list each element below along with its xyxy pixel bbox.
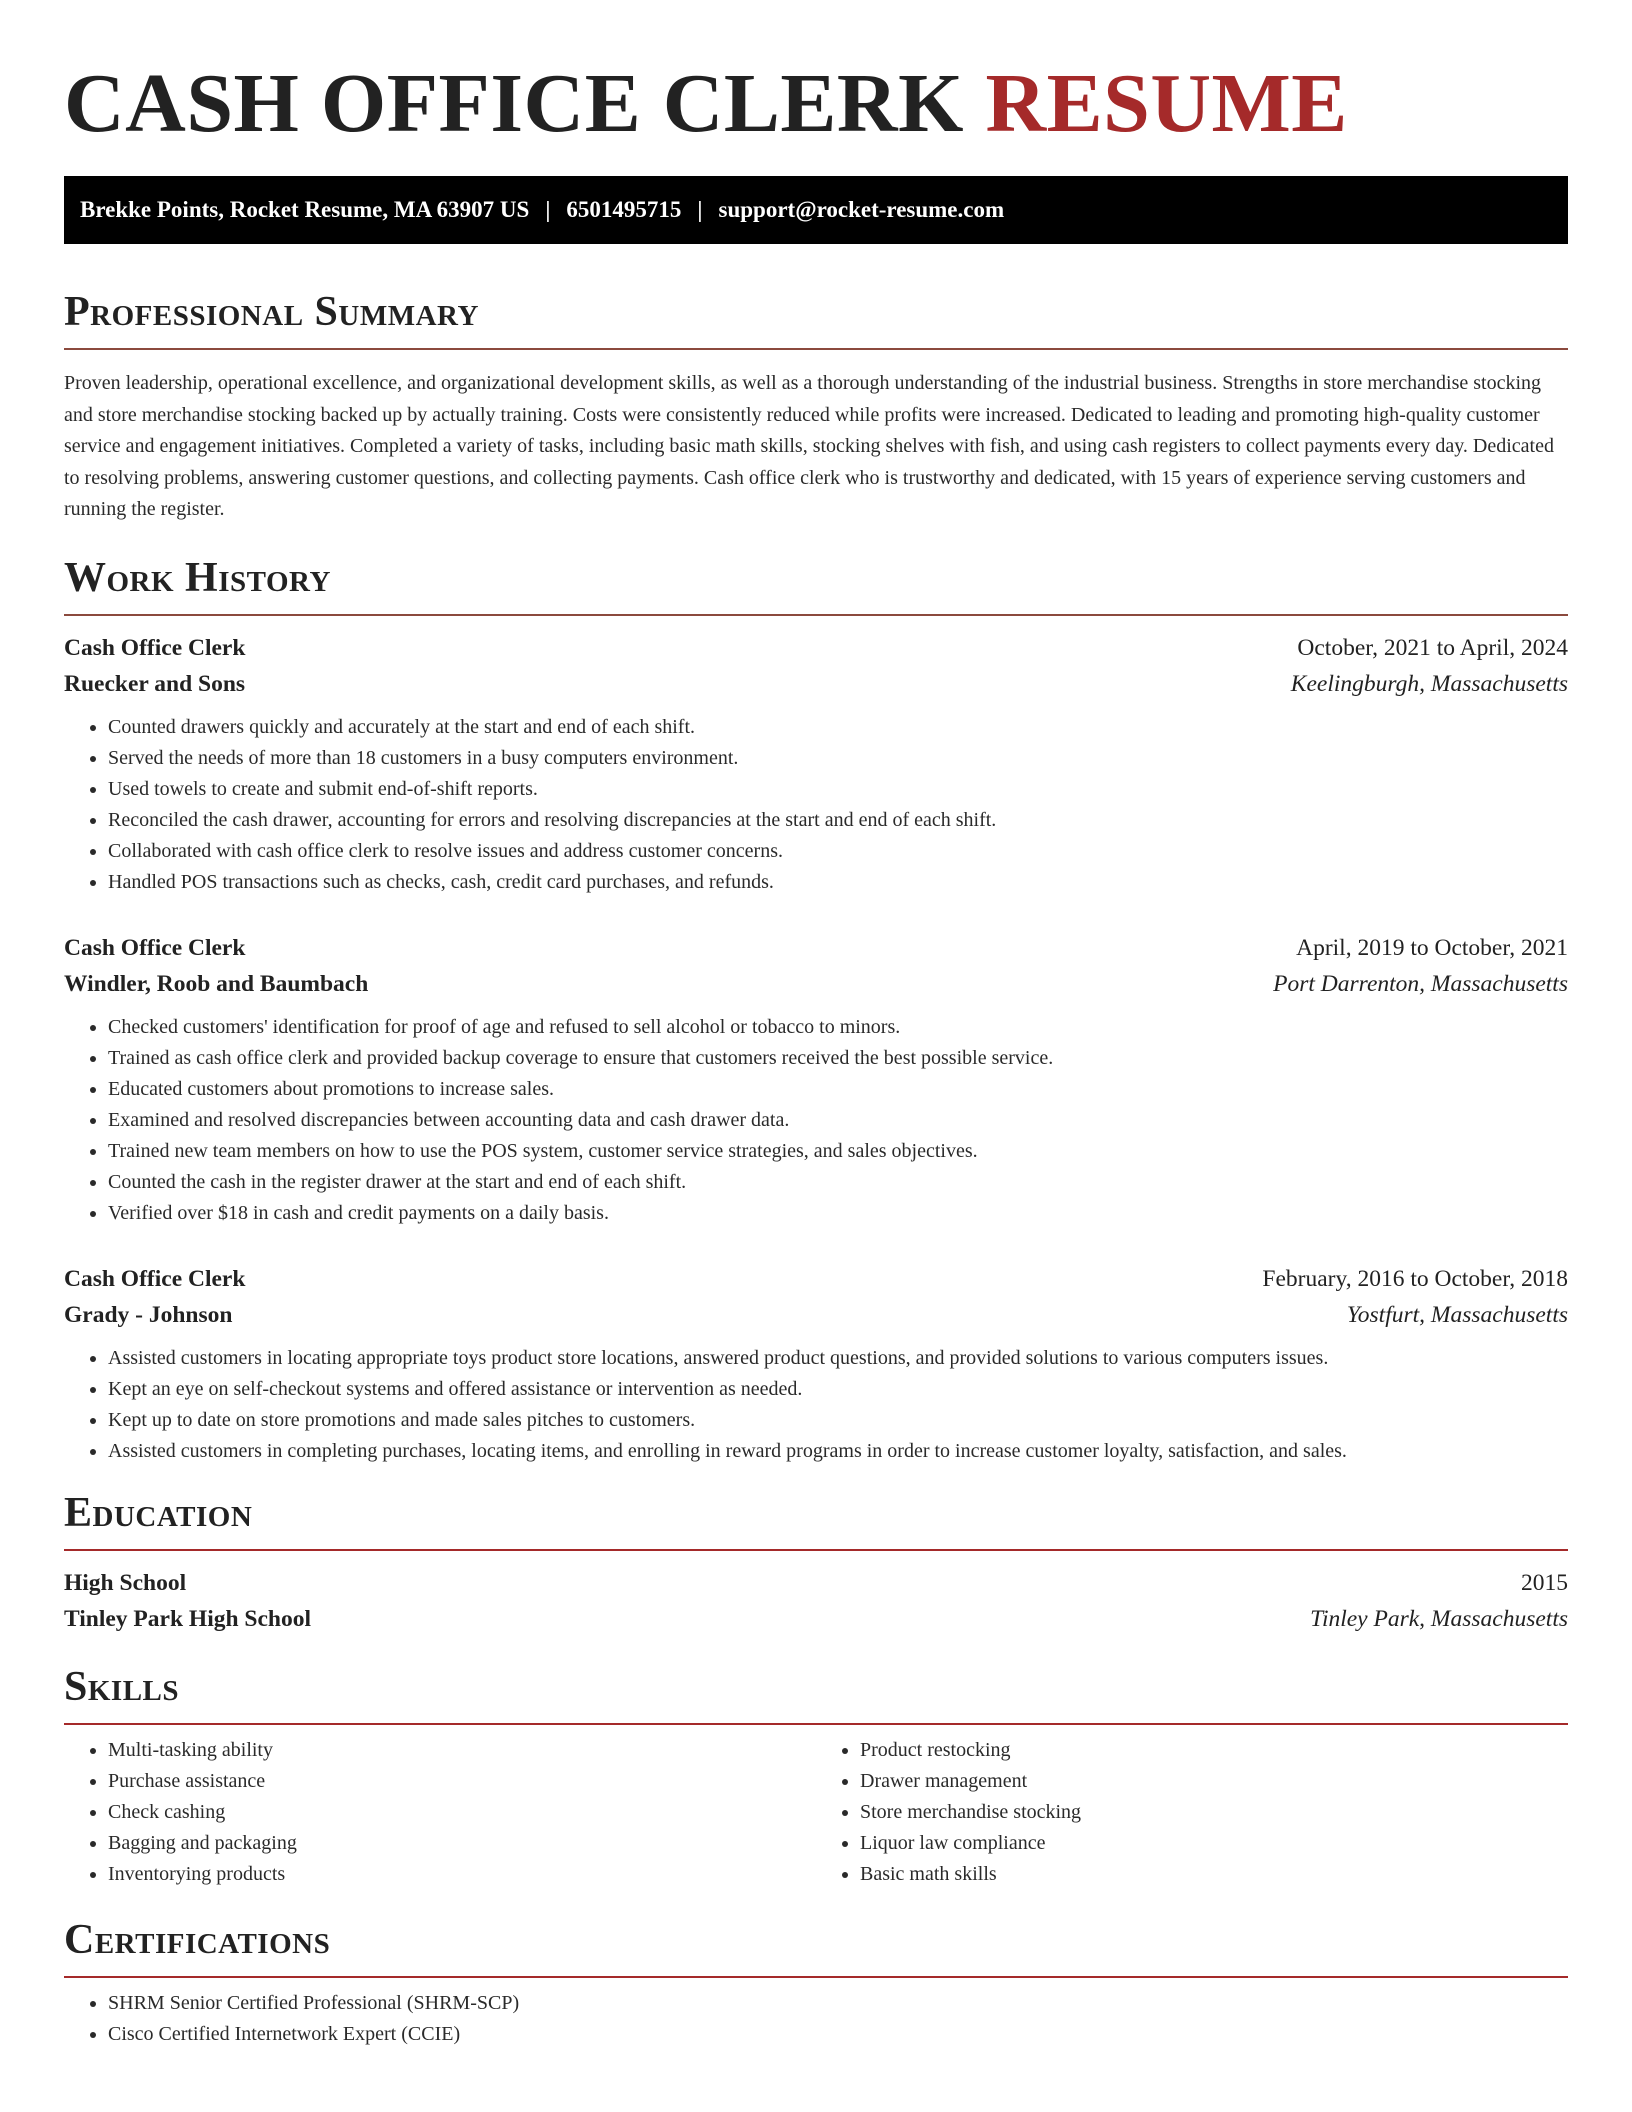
job-bullet: • Examined and resolved discrepancies between accounting data and cash drawer data. <box>108 1105 1568 1136</box>
section-heading-skills: Skills <box>64 1663 180 1710</box>
job-bullet: • Handled POS transactions such as checks, cash, credit card purchases, and refunds. <box>108 867 1568 898</box>
education-location: Tinley Park, Massachusetts <box>1310 1605 1568 1632</box>
job-entry <box>64 1261 1568 1467</box>
job-dates: February, 2016 to October, 2018 <box>1262 1265 1568 1292</box>
job-bullet: • Counted drawers quickly and accurately at the start and end of each shift. <box>108 712 1568 743</box>
work-section <box>64 554 1568 1467</box>
section-divider <box>64 614 1568 616</box>
job-bullet: • Assisted customers in locating appropriate toys product store locations, answered product questions, and provided solutions to various computers issues. <box>108 1343 1568 1374</box>
skills-grid <box>64 1725 1568 1890</box>
job-bullet: • Kept an eye on self-checkout systems and offered assistance or intervention as needed. <box>108 1374 1568 1405</box>
certification-item: • Cisco Certified Internetwork Expert (CCIE) <box>108 2019 1568 2050</box>
job-subheader <box>64 966 1568 1002</box>
education-degree: High School <box>64 1569 187 1596</box>
skill-item: • Drawer management <box>860 1766 1568 1797</box>
job-bullet: • Assisted customers in completing purchases, locating items, and enrolling in reward programs in order to increase customer loyalty, satisfaction, and sales. <box>108 1436 1568 1467</box>
skills-list-left <box>64 1735 816 1890</box>
certification-item: • SHRM Senior Certified Professional (SHRM-SCP) <box>108 1988 1568 2019</box>
contact-address: Brekke Points, Rocket Resume, MA 63907 US <box>80 197 530 222</box>
job-bullet: • Counted the cash in the register drawer at the start and end of each shift. <box>108 1167 1568 1198</box>
job-bullet: • Served the needs of more than 18 customers in a busy computers environment. <box>108 743 1568 774</box>
contact-separator: | <box>545 197 551 222</box>
section-heading-summary: Professional Summary <box>64 289 479 335</box>
contact-phone: 6501495715 <box>566 197 682 222</box>
job-bullets <box>64 712 1568 898</box>
job-company: Ruecker and Sons <box>64 670 246 697</box>
skill-item: • Inventorying products <box>108 1859 816 1890</box>
section-heading-work: Work History <box>64 554 331 601</box>
contact-email: support@rocket-resume.com <box>718 197 1005 222</box>
certifications-section <box>64 1916 1568 2050</box>
job-entry <box>64 630 1568 898</box>
job-dates: October, 2021 to April, 2024 <box>1297 634 1568 661</box>
job-location: Yostfurt, Massachusetts <box>1346 1301 1568 1328</box>
job-subheader <box>64 1297 1568 1333</box>
education-subheader <box>64 1601 1568 1637</box>
job-location: Keelingburgh, Massachusetts <box>1290 670 1568 697</box>
job-bullet: • Educated customers about promotions to increase sales. <box>108 1074 1568 1105</box>
skills-section <box>64 1663 1568 1890</box>
skill-item: • Product restocking <box>860 1735 1568 1766</box>
job-title: Cash Office Clerk <box>64 934 246 961</box>
section-heading-education: Education <box>64 1489 253 1536</box>
contact-bar <box>64 176 1568 244</box>
section-divider <box>64 348 1568 350</box>
job-dates: April, 2019 to October, 2021 <box>1296 934 1568 961</box>
job-bullet: • Trained as cash office clerk and provided backup coverage to ensure that customers received the best possible service. <box>108 1043 1568 1074</box>
education-school: Tinley Park High School <box>64 1605 312 1632</box>
contact-separator: | <box>697 197 703 222</box>
job-bullet: • Used towels to create and submit end-of-shift reports. <box>108 774 1568 805</box>
summary-section <box>64 288 1568 526</box>
job-title: Cash Office Clerk <box>64 1265 246 1292</box>
job-bullets <box>64 1012 1568 1229</box>
certifications-list <box>64 1988 1568 2050</box>
job-company: Grady - Johnson <box>64 1301 233 1328</box>
skill-item: • Check cashing <box>108 1797 816 1828</box>
job-subheader <box>64 666 1568 702</box>
skills-list-right <box>816 1735 1568 1890</box>
section-heading-certifications: Certifications <box>64 1916 331 1963</box>
job-title: Cash Office Clerk <box>64 634 246 661</box>
job-header <box>64 930 1568 966</box>
job-bullet: • Checked customers' identification for proof of age and refused to sell alcohol or tobacco to minors. <box>108 1012 1568 1043</box>
skill-item: • Store merchandise stocking <box>860 1797 1568 1828</box>
section-divider <box>64 1549 1568 1551</box>
skill-item: • Basic math skills <box>860 1859 1568 1890</box>
resume-title <box>64 0 1568 152</box>
section-divider <box>64 1976 1568 1978</box>
job-header <box>64 1261 1568 1297</box>
job-bullet: • Collaborated with cash office clerk to resolve issues and address customer concerns. <box>108 836 1568 867</box>
job-header <box>64 630 1568 666</box>
title-accent: RESUME <box>985 57 1348 150</box>
job-entry <box>64 930 1568 1229</box>
job-location: Port Darrenton, Massachusetts <box>1273 970 1568 997</box>
job-company: Windler, Roob and Baumbach <box>64 970 369 997</box>
skill-item: • Liquor law compliance <box>860 1828 1568 1859</box>
summary-text: Proven leadership, operational excellence, and organizational development skills, as well as a thorough understanding of the industrial business. Strengths in store merchandise stocking and store merchandise stocking backed up by actually training. Costs were consistently reduced while profits were increased. Dedicated to leading and promoting high-quality customer service and engagement initiatives. Completed a variety of tasks, including basic math skills, stocking shelves with fish, and using cash registers to collect payments every day. Dedicated to resolving problems, answering customer questions, and collecting payments. Cash office clerk who is trustworthy and dedicated, with 15 years of experience serving customers and running the register. <box>64 372 1554 520</box>
education-section <box>64 1489 1568 1637</box>
skill-item: • Purchase assistance <box>108 1766 816 1797</box>
job-bullet: • Kept up to date on store promotions and made sales pitches to customers. <box>108 1405 1568 1436</box>
title-main: CASH OFFICE CLERK <box>64 57 964 150</box>
education-header <box>64 1565 1568 1601</box>
skill-item: • Bagging and packaging <box>108 1828 816 1859</box>
job-bullet: • Trained new team members on how to use the POS system, customer service strategies, and sales objectives. <box>108 1136 1568 1167</box>
job-bullet: • Verified over $18 in cash and credit payments on a daily basis. <box>108 1198 1568 1229</box>
job-bullet: • Reconciled the cash drawer, accounting for errors and resolving discrepancies at the start and end of each shift. <box>108 805 1568 836</box>
skill-item: • Multi-tasking ability <box>108 1735 816 1766</box>
education-year: 2015 <box>1521 1569 1568 1596</box>
job-bullets <box>64 1343 1568 1467</box>
